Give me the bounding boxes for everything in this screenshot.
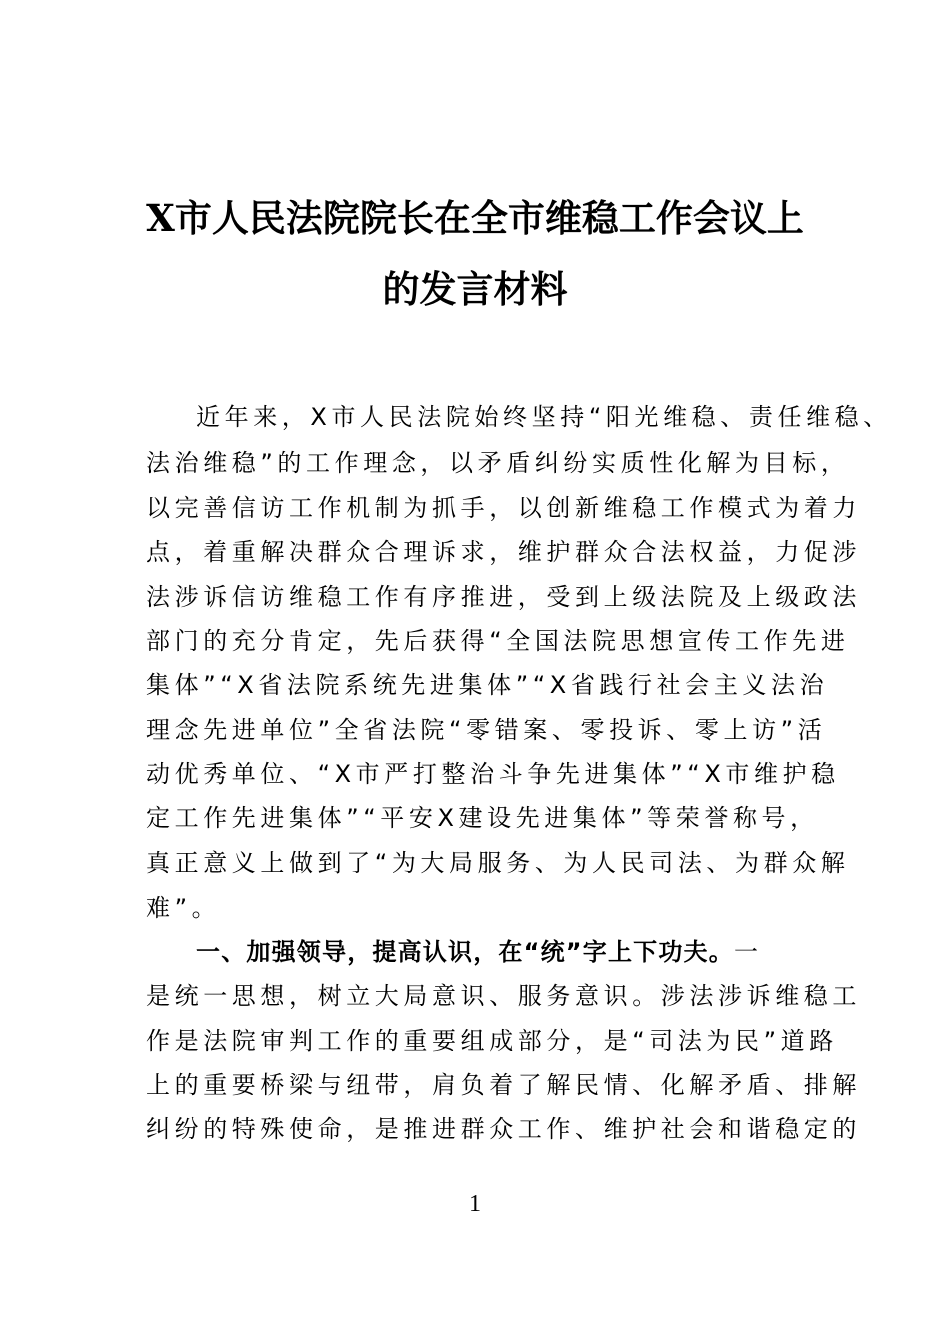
document-title-line-1: X市人民法院院长在全市维稳工作会议上 [146,196,804,240]
paragraph-line: 难”。 [146,894,221,922]
paragraph-line: 定工作先进集体”“平安X建设先进集体”等荣誉称号， [146,804,819,832]
paragraph-line: 作是法院审判工作的重要组成部分，是“司法为民”道路 [146,1027,838,1055]
section-heading: 一、加强领导，提高认识，在“统”字上下功夫。 [196,938,734,966]
paragraph-line: 纠纷的特殊使命，是推进群众工作、维护社会和谐稳定的 [146,1115,861,1143]
paragraph-line: 部门的充分肯定，先后获得“全国法院思想宣传工作先进 [146,627,850,655]
paragraph-line: 法治维稳”的工作理念，以矛盾纠纷实质性化解为目标， [146,449,850,477]
paragraph-line: 动优秀单位、“X市严打整治斗争先进集体”“X市维护稳 [146,760,840,788]
paragraph-line: 近年来，X市人民法院始终坚持“阳光维稳、责任维稳、 [196,403,892,431]
paragraph-line: 上的重要桥梁与纽带，肩负着了解民情、化解矛盾、排解 [146,1071,861,1099]
paragraph-line: 以完善信访工作机制为抓手，以创新维稳工作模式为着力 [146,494,861,522]
paragraph-line: 真正意义上做到了“为大局服务、为人民司法、为群众解 [146,849,850,877]
paragraph-line: 点，着重解决群众合理诉求，维护群众合法权益，力促涉 [146,538,861,566]
paragraph-line: 是统一思想，树立大局意识、服务意识。涉法涉诉维稳工 [146,982,861,1010]
paragraph-line: 法涉诉信访维稳工作有序推进，受到上级法院及上级政法 [146,583,861,611]
section-heading-line [196,937,896,967]
page-number: 1 [469,1191,481,1217]
paragraph-line: 集体”“X省法院系统先进集体”“X省践行社会主义法治 [146,671,829,699]
document-title-line-2: 的发言材料 [382,267,568,311]
section-heading-tail: 一 [733,938,763,966]
paragraph-line: 理念先进单位”全省法院“零错案、零投诉、零上访”活 [146,716,827,744]
